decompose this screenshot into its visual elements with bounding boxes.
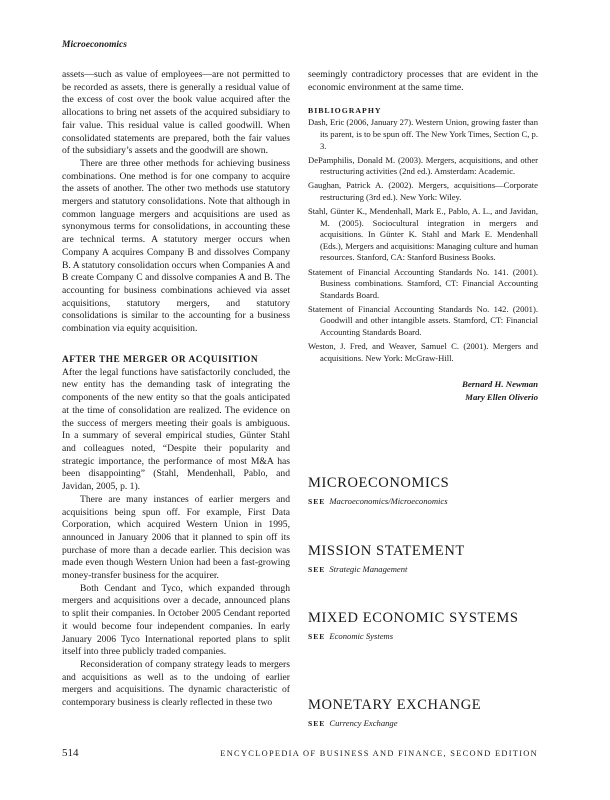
entry-title: MICROECONOMICS bbox=[308, 475, 450, 491]
cross-reference bbox=[308, 564, 538, 574]
body-paragraph: After the legal functions have satisfactorily concluded, the new entity has the demanding task of integrating the components of the new entity so that the goals anticipated at the time of consolidation are realized. The evidence on the success of mergers meeting their goals is ambiguous. In a summary of several empirical studies, Günter Stahl and colleagues noted, “Despite their popularity and strategic importance, the performance of most M&A has been disappointing” (Stahl, Mendenhall, Pablo, and Javidan, 2005, p. 1). bbox=[62, 366, 290, 493]
entry-title: MIXED ECONOMIC SYSTEMS bbox=[308, 610, 519, 626]
bibliography-list bbox=[308, 117, 538, 364]
bibliography-entry: Dash, Eric (2006, January 27). Western Union, growing faster than its parent, is to be spun off. The New York Times, Section C, p. 3. bbox=[308, 117, 538, 151]
see-label: SEE bbox=[308, 565, 326, 574]
body-paragraph: assets—such as value of employees—are not permitted to be recorded as assets, there is generally a residual value of the excess of cost over the book value acquired after the allocations to bring net assets of the acquired subsidiary to fair value. This residual value is called goodwill. When consolidated statements are prepared, both the fair values of the subsidiary’s assets and the goodwill are shown. bbox=[62, 69, 290, 157]
author-block bbox=[308, 378, 538, 404]
see-label: SEE bbox=[308, 632, 326, 641]
see-label: SEE bbox=[308, 719, 326, 728]
bibliography-entry: Weston, J. Fred, and Weaver, Samuel C. (2001). Mergers and acquisitions. New York: McGraw-Hill. bbox=[308, 341, 538, 363]
see-link[interactable]: Currency Exchange bbox=[329, 718, 398, 728]
see-link[interactable]: Macroeconomics/Microeconomics bbox=[329, 496, 448, 506]
left-column bbox=[62, 69, 290, 710]
bibliography-entry: Stahl, Günter K., Mendenhall, Mark E., Pablo, A. L., and Javidan, M. (2005). Sociocultural integration in mergers and acquisitions. In Günter K. Stahl and Mark E. Mendenhall (Eds.), Mergers and acquisitions: Managing culture and human resources. Stanford, CA: Stanford Business Books. bbox=[308, 206, 538, 263]
bibliography-entry: Gaughan, Patrick A. (2002). Mergers, acquisitions—Corporate restructuring (3rd ed.). New York: Wiley. bbox=[308, 180, 538, 202]
entry-mixed-economic-systems bbox=[308, 609, 538, 641]
cross-reference bbox=[308, 631, 538, 641]
body-paragraph: There are many instances of earlier mergers and acquisitions being spun off. For example, First Data Corporation, which acquired Western Union in 1995, announced in January 2006 that it planned to spin off its purchase of more than a decade earlier. This decision was made even though Western Union had been a fast-growing money-transfer business for the acquirer. bbox=[62, 493, 290, 582]
bibliography-entry: Statement of Financial Accounting Standards No. 141. (2001). Business combinations. Stamford, CT: Financial Accounting Standards Board. bbox=[308, 266, 538, 300]
body-paragraph: Reconsideration of company strategy leads to mergers and acquisitions as well as to the undoing of earlier mergers and acquisitions. The dynamic characteristic of contemporary business is clearly reflected in these two bbox=[62, 658, 290, 709]
page-number: 514 bbox=[62, 747, 79, 759]
cross-reference bbox=[308, 496, 538, 506]
continuation-paragraph: seemingly contradictory processes that are evident in the economic environment at the same time. bbox=[308, 69, 538, 93]
cross-reference bbox=[308, 718, 538, 728]
see-link[interactable]: Economic Systems bbox=[329, 631, 394, 641]
right-column bbox=[308, 69, 538, 404]
author-name: Bernard H. Newman bbox=[461, 379, 538, 390]
entry-title: MISSION STATEMENT bbox=[308, 543, 465, 559]
body-paragraph: There are three other methods for achieving business combinations. One method is for one company to acquire the assets of another. The other two methods use statutory mergers and statutory consolidations. Note that although in common language mergers and acquisitions are used as synonymous terms for consolidations, in accounting these are technical terms. A statutory merger occurs when Company A acquires Company B and dissolves Company B. A statutory consolidation occurs when Companies A and B create Company C and dissolve companies A and B. The accounting for business combinations achieved via asset acquisitions, statutory mergers, and statutory consolidations is similar to the accounting for a business combination via equity acquisition. bbox=[62, 157, 290, 335]
bibliography-entry: DePamphilis, Donald M. (2003). Mergers, acquisitions, and other restructuring activities (2nd ed.). Amsterdam: Academic. bbox=[308, 154, 538, 177]
body-paragraph: Both Cendant and Tyco, which expanded through mergers and acquisitions over a decade, announced plans to split their companies. In October 2005 Cendant reported it would become four independent companies. In early January 2006 Tyco International reported plans to split itself into three publicly traded companies. bbox=[62, 582, 290, 658]
see-label: SEE bbox=[308, 497, 326, 506]
book-title: ENCYCLOPEDIA OF BUSINESS AND FINANCE, SECOND EDITION bbox=[220, 749, 538, 758]
section-heading: AFTER THE MERGER OR ACQUISITION bbox=[62, 354, 259, 365]
author-name: Mary Ellen Oliverio bbox=[465, 392, 538, 403]
bibliography-entry: Statement of Financial Accounting Standards No. 142. (2001). Goodwill and other intangible assets. Stamford, CT: Financial Accounting Standards Board. bbox=[308, 303, 538, 337]
entry-monetary-exchange bbox=[308, 696, 538, 728]
entry-microeconomics bbox=[308, 474, 538, 506]
entry-title: MONETARY EXCHANGE bbox=[308, 697, 482, 713]
see-link[interactable]: Strategic Management bbox=[329, 564, 408, 574]
running-head: Microeconomics bbox=[62, 40, 127, 50]
bibliography-heading: BIBLIOGRAPHY bbox=[308, 106, 382, 116]
entry-mission-statement bbox=[308, 542, 538, 574]
